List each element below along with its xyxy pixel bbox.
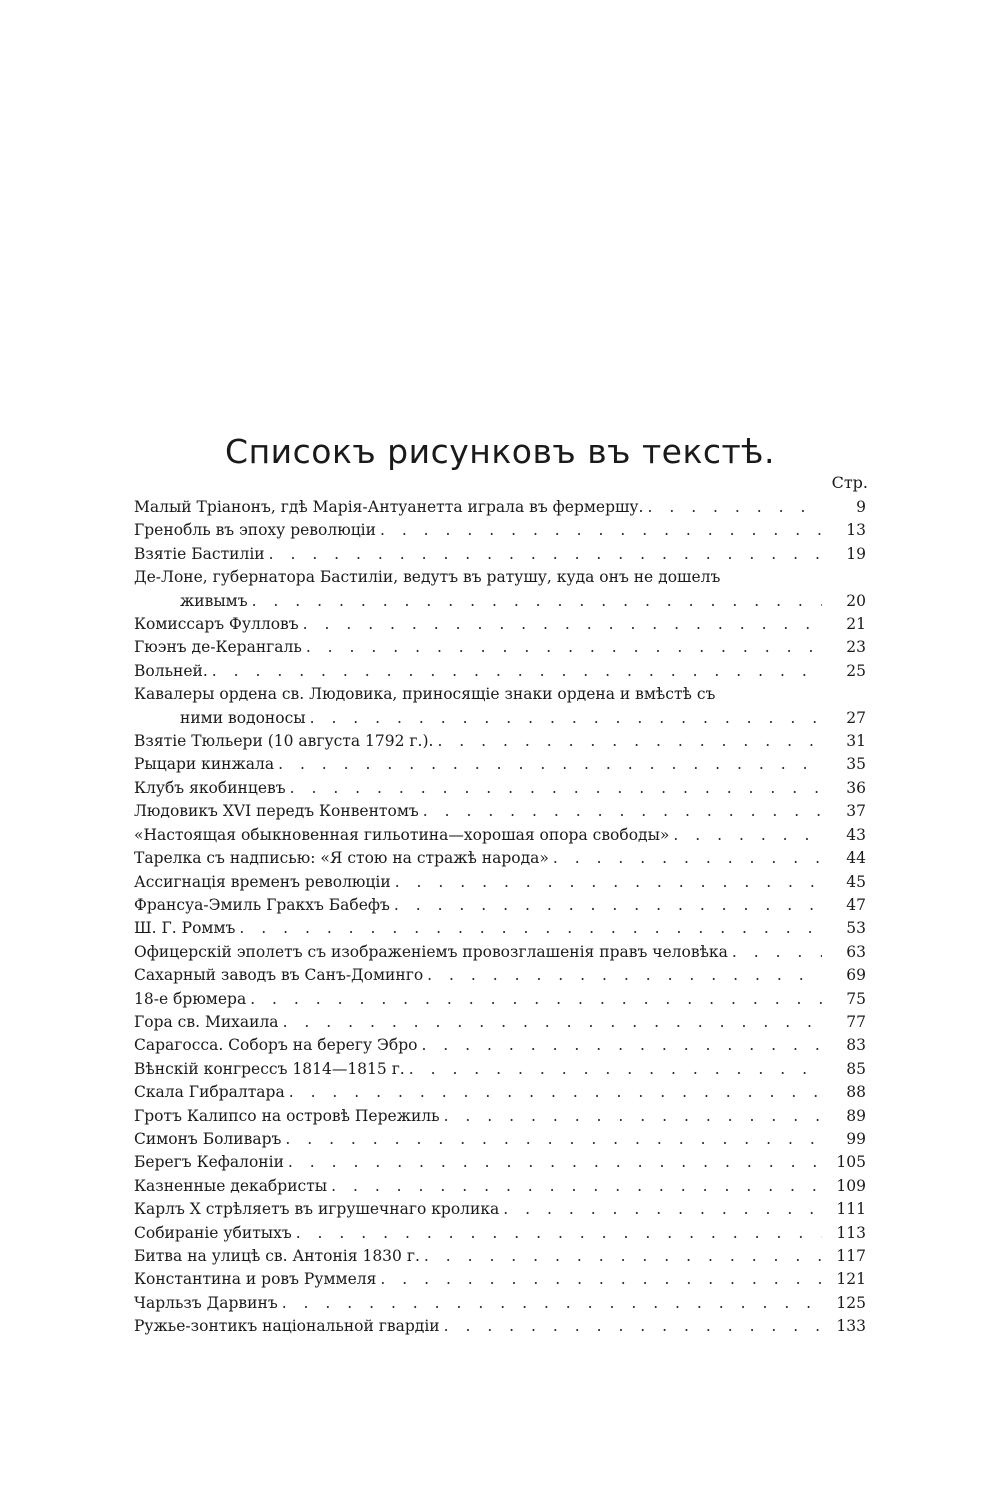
list-item [134, 1128, 866, 1151]
dot-leader [282, 1292, 822, 1315]
entry-page-number: 75 [846, 989, 866, 1008]
entry-line [134, 871, 866, 894]
entry-title: Клубъ якобинцевъ [134, 778, 286, 797]
entry-title: Скала Гибралтара [134, 1083, 285, 1102]
entry-title-first-line: Кавалеры ордена св. Людовика, приносящіе знаки ордена и вмѣстѣ съ [134, 685, 716, 704]
entry-line [134, 707, 866, 730]
entry-page-number: 36 [846, 778, 866, 797]
dot-leader [427, 964, 822, 987]
entry-page-number: 43 [846, 825, 866, 844]
dot-leader [303, 613, 822, 636]
list-item [134, 800, 866, 823]
entry-title: Гюэнъ де-Керангаль [134, 638, 302, 657]
dot-leader [553, 847, 822, 870]
entry-line [134, 636, 866, 659]
entry-title: Ассигнація временъ революціи [134, 872, 391, 891]
entry-page-number: 21 [846, 615, 866, 634]
entry-line [134, 590, 866, 613]
entry-title: Комиссаръ Фулловъ [134, 615, 299, 634]
entry-line [134, 496, 866, 519]
list-item [134, 1058, 866, 1081]
entry-page-number: 133 [836, 1317, 866, 1336]
dot-leader [285, 1128, 822, 1151]
entry-title: Взятіе Тюльери (10 августа 1792 г.). [134, 732, 434, 751]
dot-leader [296, 1222, 822, 1245]
illustration-list [134, 496, 866, 1339]
list-item [134, 1315, 866, 1338]
entry-line [134, 894, 866, 917]
entry-page-number: 63 [846, 942, 866, 961]
list-item [134, 1105, 866, 1128]
dot-leader [212, 660, 822, 683]
entry-line [134, 660, 866, 683]
entry-line [134, 519, 866, 542]
entry-title: Карлъ X стрѣляетъ въ игрушечнаго кролика [134, 1200, 500, 1219]
list-item [134, 1292, 866, 1315]
dot-leader [250, 988, 822, 1011]
list-item [134, 496, 866, 519]
dot-leader [409, 1058, 822, 1081]
list-item [134, 519, 866, 542]
entry-title: Чарльзъ Дарвинъ [134, 1293, 278, 1312]
entry-page-number: 99 [846, 1129, 866, 1148]
entry-title: Сарагосса. Соборъ на берегу Эбро [134, 1036, 418, 1055]
list-item [134, 1081, 866, 1104]
entry-line [134, 613, 866, 636]
entry-line [134, 1034, 866, 1057]
entry-page-number: 105 [836, 1153, 866, 1172]
list-item [134, 613, 866, 636]
entry-line [134, 824, 866, 847]
entry-line [134, 1058, 866, 1081]
entry-page-number: 53 [846, 919, 866, 938]
entry-title: Собираніе убитыхъ [134, 1223, 292, 1242]
dot-leader [444, 1105, 822, 1128]
dot-leader [503, 1198, 822, 1221]
list-item [134, 824, 866, 847]
dot-leader [310, 707, 822, 730]
entry-line [134, 964, 866, 987]
entry-title: Берегъ Кефалоніи [134, 1153, 284, 1172]
entry-line [134, 730, 866, 753]
entry-title: Константина и ровъ Руммеля [134, 1270, 377, 1289]
dot-leader [289, 1081, 822, 1104]
entry-page-number: 113 [836, 1223, 866, 1242]
list-item [134, 683, 866, 730]
entry-line [134, 1011, 866, 1034]
entry-page-number: 125 [836, 1293, 866, 1312]
dot-leader [424, 1245, 822, 1268]
list-item [134, 1245, 866, 1268]
entry-title: Гренобль въ эпоху революціи [134, 521, 376, 540]
dot-leader [423, 800, 822, 823]
list-item [134, 777, 866, 800]
entry-page-number: 83 [846, 1036, 866, 1055]
dot-leader [278, 753, 822, 776]
dot-leader [269, 543, 822, 566]
dot-leader [290, 777, 822, 800]
entry-page-number: 117 [836, 1247, 866, 1265]
entry-line [134, 1175, 866, 1198]
list-item [134, 1222, 866, 1245]
entry-page-number: 37 [846, 802, 866, 821]
list-item [134, 1011, 866, 1034]
entry-page-number: 89 [846, 1106, 866, 1125]
entry-page-number: 88 [846, 1083, 866, 1102]
dot-leader [673, 824, 822, 847]
entry-line [134, 777, 866, 800]
entry-page-number: 19 [846, 544, 866, 563]
entry-title: Вѣнскій конгрессъ 1814—1815 г. [134, 1059, 405, 1078]
entry-line [134, 753, 866, 776]
entry-title: Людовикъ XVI передъ Конвентомъ [134, 802, 419, 821]
entry-title-first-line: Де-Лоне, губернатора Бастиліи, ведутъ въ ратушу, куда онъ не дошелъ [134, 568, 721, 587]
entry-title: Малый Тріанонъ, гдѣ Марія-Антуанетта играла въ фермершу. [134, 498, 644, 516]
entry-line [134, 1105, 866, 1128]
list-item [134, 941, 866, 964]
entry-line [134, 1268, 866, 1291]
entry-line [134, 800, 866, 823]
entry-title: Симонъ Боливаръ [134, 1129, 282, 1148]
list-item [134, 1198, 866, 1221]
list-item [134, 1175, 866, 1198]
entry-line [134, 1292, 866, 1315]
entry-line [134, 1222, 866, 1245]
list-item [134, 566, 866, 613]
entry-page-number: 9 [856, 498, 866, 516]
list-item [134, 753, 866, 776]
list-item [134, 964, 866, 987]
dot-leader [380, 1268, 822, 1291]
entry-line [134, 543, 866, 566]
entry-line [134, 917, 866, 940]
list-item [134, 543, 866, 566]
dot-leader [306, 636, 822, 659]
list-item [134, 847, 866, 870]
entry-title: живымъ [180, 591, 248, 610]
entry-line [134, 941, 866, 964]
entry-page-number: 85 [846, 1059, 866, 1078]
entry-title: Взятіе Бастиліи [134, 544, 265, 563]
list-item [134, 1034, 866, 1057]
entry-title: Сахарный заводъ въ Санъ-Доминго [134, 966, 424, 985]
entry-title: Ружье-зонтикъ національной гвардіи [134, 1317, 440, 1336]
entry-line [134, 1151, 866, 1174]
entry-title: Франсуа-Эмиль Гракхъ Бабефъ [134, 895, 390, 914]
list-item [134, 917, 866, 940]
entry-line [134, 1198, 866, 1221]
entry-page-number: 44 [846, 849, 866, 868]
entry-page-number: 20 [846, 591, 866, 610]
dot-leader [239, 917, 822, 940]
list-item [134, 894, 866, 917]
entry-page-number: 25 [846, 661, 866, 680]
list-item [134, 988, 866, 1011]
entry-title: «Настоящая обыкновенная гильотина—хорошая опора свободы» [134, 825, 670, 844]
entry-title: Тарелка съ надписью: «Я стою на стражѣ народа» [134, 849, 549, 868]
entry-page-number: 31 [846, 732, 866, 751]
entry-title: Битва на улицѣ св. Антонія 1830 г. [134, 1247, 420, 1265]
entry-title: Ш. Г. Роммъ [134, 919, 236, 938]
entry-title: ними водоносы [180, 708, 306, 727]
dot-leader [444, 1315, 822, 1338]
dot-leader [437, 730, 822, 753]
page-column-label: Стр. [831, 473, 868, 492]
entry-page-number: 121 [836, 1270, 866, 1289]
dot-leader [732, 941, 822, 964]
list-item [134, 1268, 866, 1291]
list-item [134, 730, 866, 753]
dot-leader [331, 1175, 822, 1198]
entry-line [134, 1315, 866, 1338]
page-title: Списокъ рисунковъ въ текстѣ. [225, 432, 775, 471]
list-item [134, 871, 866, 894]
entry-line [134, 988, 866, 1011]
entry-line [134, 1128, 866, 1151]
list-item [134, 1151, 866, 1174]
entry-title: Рыцари кинжала [134, 755, 275, 774]
entry-page-number: 69 [846, 966, 866, 985]
entry-title: 18-е брюмера [134, 989, 247, 1008]
entry-page-number: 23 [846, 638, 866, 657]
entry-title: Казненные декабристы [134, 1176, 328, 1195]
dot-leader [394, 894, 822, 917]
entry-title: Вольней. [134, 661, 208, 680]
entry-page-number: 77 [846, 1012, 866, 1031]
entry-title: Гора св. Михаила [134, 1012, 279, 1031]
entry-title: Гротъ Калипсо на островѣ Пережиль [134, 1106, 440, 1125]
entry-line [134, 1245, 866, 1268]
dot-leader [395, 871, 822, 894]
entry-page-number: 35 [846, 755, 866, 774]
list-item [134, 660, 866, 683]
dot-leader [421, 1034, 822, 1057]
list-item [134, 636, 866, 659]
dot-leader [647, 496, 822, 519]
entry-line [134, 1081, 866, 1104]
entry-page-number: 13 [846, 521, 866, 540]
entry-page-number: 111 [836, 1200, 866, 1219]
entry-title: Офицерскій эполетъ съ изображеніемъ провозглашенія правъ человѣка [134, 942, 728, 961]
dot-leader [288, 1151, 822, 1174]
entry-page-number: 47 [846, 895, 866, 914]
entry-page-number: 45 [846, 872, 866, 891]
dot-leader [283, 1011, 822, 1034]
entry-line [134, 847, 866, 870]
dot-leader [380, 519, 822, 542]
entry-page-number: 109 [836, 1176, 866, 1195]
entry-page-number: 27 [846, 708, 866, 727]
dot-leader [252, 590, 822, 613]
